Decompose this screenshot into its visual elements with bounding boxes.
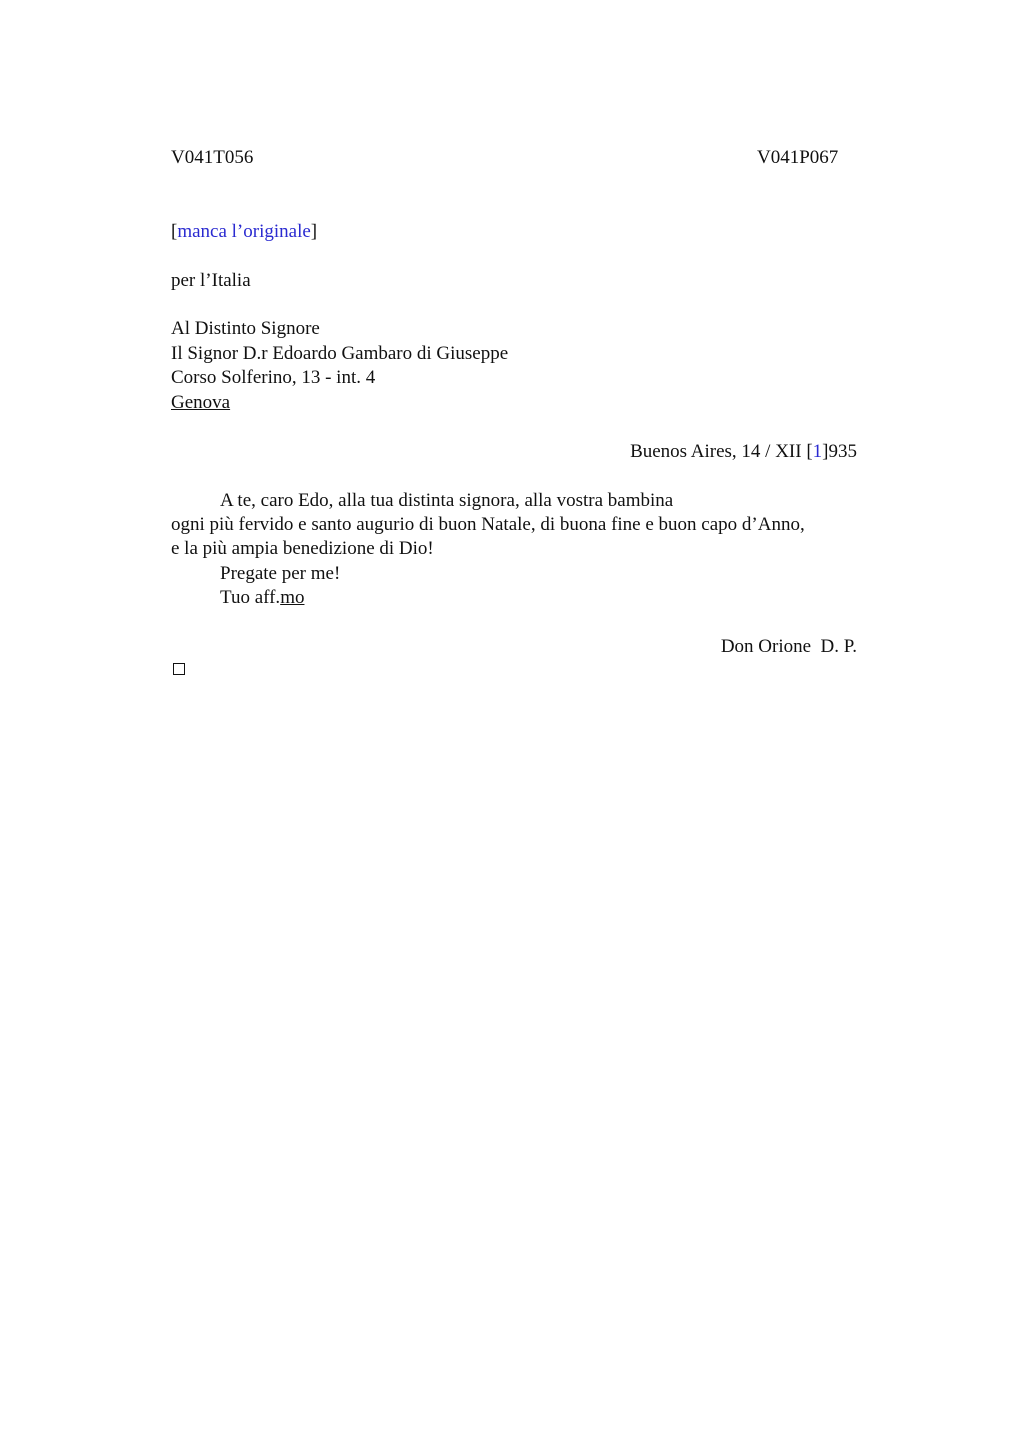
body-line-4: Pregate per me! (220, 563, 341, 584)
address-line-1: Al Distinto Signore (171, 318, 320, 339)
destination-line: per l’Italia (171, 270, 251, 291)
editorial-note (171, 220, 317, 244)
body-line-2: ogni più fervido e santo augurio di buon Natale, di buona fine e buon capo d’Anno, (171, 514, 805, 535)
dateline-prefix: Buenos Aires, 14 / XII [ (630, 441, 813, 462)
dateline-inserted: 1 (812, 441, 823, 462)
note-close-bracket: ] (310, 221, 318, 242)
closing-line (220, 586, 304, 610)
document-code-left: V041T056 (171, 147, 254, 168)
note-text: manca l’originale (177, 221, 311, 242)
dateline (630, 440, 857, 464)
document-code-right: V041P067 (757, 147, 839, 168)
address-line-3: Corso Solferino, 13 - int. 4 (171, 367, 376, 388)
body-line-1: A te, caro Edo, alla tua distinta signora, alla vostra bambina (220, 490, 674, 511)
dateline-suffix: ]935 (822, 441, 857, 462)
note-open-bracket: [ (171, 221, 178, 242)
address-line-2: Il Signor D.r Edoardo Gambaro di Giuseppe (171, 343, 509, 364)
address-city: Genova (171, 392, 231, 413)
signature: Don Orione D. P. (720, 636, 857, 657)
empty-square-icon (173, 663, 185, 675)
body-line-3: e la più ampia benedizione di Dio! (171, 538, 434, 559)
closing-prefix: Tuo aff. (220, 587, 281, 608)
closing-suffix: mo (280, 587, 305, 608)
